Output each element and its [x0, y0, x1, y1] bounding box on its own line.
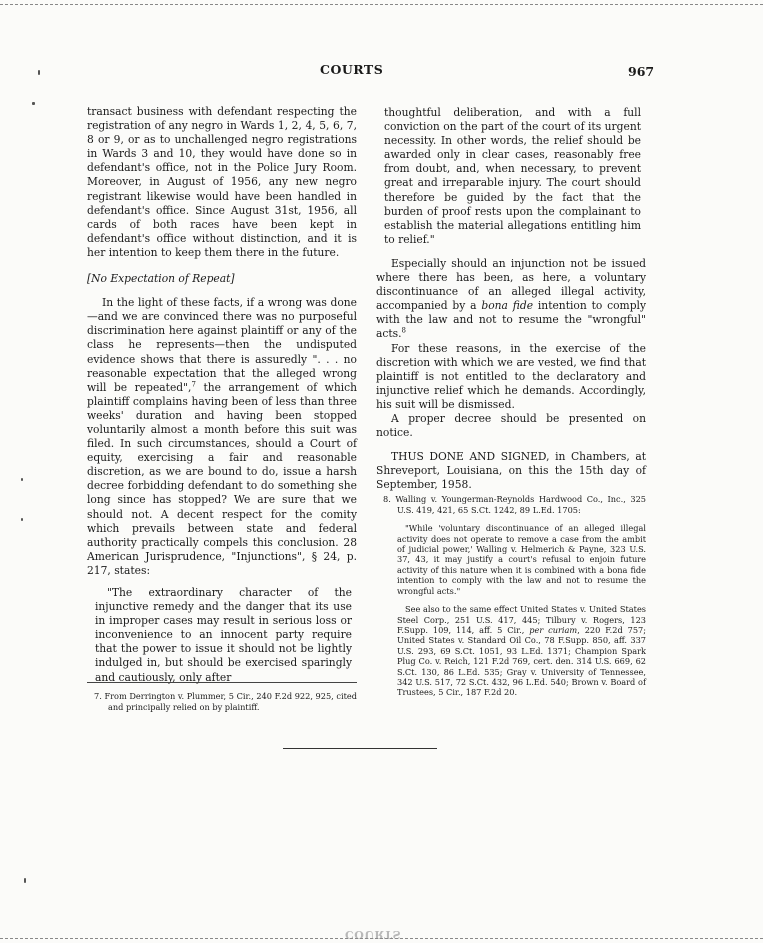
- margin-speck: [38, 70, 40, 75]
- paragraph-analysis-part2: the arrangement of which plaintiff complains having been of less than three weeks' duration and having been stopped voluntarily almost a month before this suit was filed. In such circumstances, should a Court of equity, exercising a fair and reasonable discretion, as we are bound to do, issue a harsh decree forbidding defendant to do something she long since has stopped? We are sure that we should not. A decent respect for the comity which prevails between state and federal authority practically compels this conclusion. 28 American Jurisprudence, "Injunctions", § 24, p. 217, states:: [87, 380, 358, 577]
- footnote-area-right: [376, 486, 646, 706]
- footnote-ref-8[interactable]: 8: [401, 326, 407, 335]
- bleed-through-header: COURTS: [345, 928, 402, 941]
- paragraph-conclusion: For these reasons, in the exercise of the discretion with which we are vested, we find that plaintiff is not entitled to the declaratory and injunctive relief which he demands. Accordingly, his suit will be dismissed.: [376, 341, 646, 411]
- footnote-8-quote: "While 'voluntary discontinuance of an alleged illegal activity does not operate to remove a case from the ambit of judicial power,' Walling v. Helmerich & Payne, 323 U.S. 37, 43, it may justify a court's refusal to enjoin future activity of this nature when it is combined with a bona fide intention to comply with the law and not to resume the wrongful acts.": [397, 523, 646, 596]
- footnote-ref-7[interactable]: 7: [191, 380, 196, 389]
- footnote-8-see-also: [376, 604, 646, 698]
- margin-speck: [32, 102, 35, 105]
- right-column: [376, 106, 646, 492]
- block-quote-continued: thoughtful deliberation, and with a full conviction on the part of the court of its urgent necessity. In other words, the relief should be awarded only in clear cases, reasonably free from doubt, and, when necessary, to prevent great and irreparable injury. The court should therefore be guided by the fact that the burden of proof rests upon the complainant to establish the material allegations entitling him to relief.": [384, 106, 641, 246]
- paragraph-decree: A proper decree should be presented on notice.: [376, 411, 646, 440]
- footnote-7: 7. From Derrington v. Plummer, 5 Cir., 240 F.2d 922, 925, cited and principally relied on by plaintiff.: [94, 691, 357, 712]
- paragraph-analysis: [87, 296, 357, 578]
- per-curiam-italic: per curiam: [529, 625, 578, 636]
- block-quote: "The extraordinary character of the injunctive remedy and the danger that its use in improper cases may result in serious loss or inconvenience to an innocent party require that the power to issue it should not be lightly indulged in, but should be exercised sparingly and cautiously, only after: [95, 586, 352, 684]
- left-column: [87, 105, 357, 685]
- footnote-8-see-also-part2: , 220 F.2d 757; United States v. Standard Oil Co., 78 F.Supp. 850, aff. 337 U.S. 293, 69 S.Ct. 1051, 93 L.Ed. 1371; Champion Spark Plug Co. v. Reich, 121 F.2d 769, cert. den. 314 U.S. 669, 62 S.Ct. 130, 86 L.Ed. 535; Gray v. University of Tennessee, 342 U.S. 517, 72 S.Ct. 432, 96 L.Ed. 540; Brown v. Board of Trustees, 5 Cir., 187 F.2d 20.: [397, 625, 646, 698]
- paragraph-injunction: [376, 257, 646, 342]
- footnote-rule: [87, 682, 357, 683]
- footnote-area-left: [87, 682, 357, 720]
- footnote-8: 8. Walling v. Youngerman-Reynolds Hardwood Co., Inc., 325 U.S. 419, 421, 65 S.Ct. 1242, 89 L.Ed. 1705:: [383, 494, 646, 515]
- footnote-8-see-also-part1: See also to the same effect United States v. United States Steel Corp., 251 U.S. 417, 445; Tilbury v. Rogers, 123 F.Supp. 109, 114, aff. 5 Cir.,: [397, 604, 646, 636]
- end-rule: [283, 748, 437, 749]
- bona-fide-italic: bona fide: [481, 299, 534, 313]
- margin-speck: [21, 518, 23, 521]
- paragraph-injunction-part2: intention to comply with the law and not to resume the "wrongful" acts.: [376, 299, 646, 341]
- paragraph-registration: transact business with defendant respecting the registration of any negro in Wards 1, 2, 4, 5, 6, 7, 8 or 9, or as to unchallenged negro registrations in Wards 3 and 10, they would have done so in defendant's office, not in the Police Jury Room. Moreover, in August of 1956, any new negro registrant likewise would have been handled in defendant's office. Since August 31st, 1956, all cards of both races have been kept in defendant's office without distinction, and it is her intention to keep them there in the future.: [87, 105, 357, 259]
- page-number: 967: [628, 64, 655, 79]
- margin-speck: [24, 878, 26, 883]
- section-heading: [No Expectation of Repeat]: [87, 272, 235, 286]
- bottom-dashed-border: [0, 938, 763, 939]
- paragraph-injunction-part1: Especially should an injunction not be issued where there has been, as here, a voluntary discontinuance of an alleged illegal activity, accompanied by a: [376, 256, 646, 313]
- signature-block: THUS DONE AND SIGNED, in Chambers, at Shreveport, Louisiana, on this the 15th day of September, 1958.: [376, 450, 646, 492]
- running-header: COURTS: [320, 62, 384, 77]
- top-dashed-border: [0, 4, 763, 5]
- margin-speck: [21, 478, 23, 481]
- paragraph-analysis-part1: In the light of these facts, if a wrong was done—and we are convinced there was no purposeful discrimination here against plaintiff or any of the class he represents—then the undisputed evidence shows that there is assuredly ". . . no reasonable expectation that the alleged wrong will be repeated",: [87, 296, 357, 394]
